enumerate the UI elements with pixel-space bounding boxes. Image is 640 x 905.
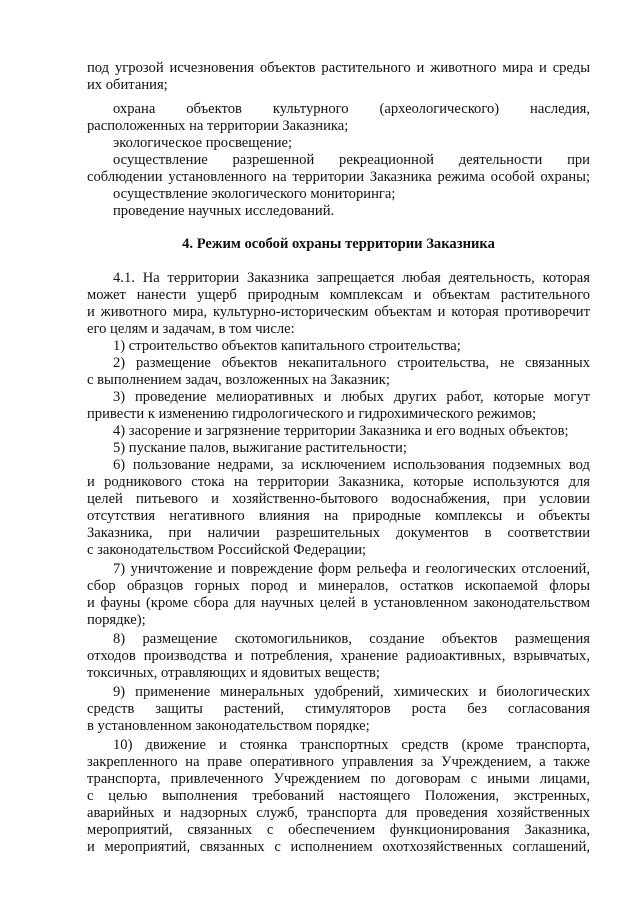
text-line: охрана объектов культурного (археологического) наследия, xyxy=(113,101,590,117)
text-line: под угрозой исчезновения объектов растительного и животного мира и среды xyxy=(87,60,590,76)
text-line: в установленном законодательством порядке; xyxy=(87,718,370,734)
text-line: мероприятий, связанных с обеспечением функционирования Заказника, xyxy=(87,822,590,838)
text-line: и животного мира, культурно-историческим объектам и которая противоречит xyxy=(87,304,590,320)
text-line: осуществление экологического мониторинга; xyxy=(113,186,396,202)
text-line: токсичных, отравляющих и ядовитых веществ; xyxy=(87,665,380,681)
text-line: расположенных на территории Заказника; xyxy=(87,118,349,134)
text-line: и мероприятий, связанных с исполнением охотхозяйственных соглашений, xyxy=(87,839,590,855)
text-line: целей питьевого и хозяйственно-бытового водоснабжения, при условии xyxy=(87,491,590,507)
text-line: отсутствия негативного влияния на природные комплексы и объекты xyxy=(87,508,590,524)
text-line: и родникового стока на территории Заказника, которые используются для xyxy=(87,474,590,490)
text-line: и фауны (кроме сбора для научных целей в установленном законодательством xyxy=(87,595,590,611)
text-line: с целью выполнения требований настоящего Положения, экстренных, xyxy=(87,788,590,804)
text-line: 8) размещение скотомогильников, создание объектов размещения xyxy=(113,631,590,647)
text-line: 7) уничтожение и повреждение форм рельефа и геологических отслоений, xyxy=(113,561,590,577)
text-line: 5) пускание палов, выжигание растительности; xyxy=(113,440,407,456)
text-line: средств защиты растений, стимуляторов роста без согласования xyxy=(87,701,590,717)
text-line: порядке); xyxy=(87,612,146,628)
text-line: с выполнением задач, возложенных на Заказник; xyxy=(87,372,390,388)
section-heading: 4. Режим особой охраны территории Заказника xyxy=(182,236,495,252)
text-line: экологическое просвещение; xyxy=(113,135,293,151)
text-line: соблюдении установленного на территории Заказника режима особой охраны; xyxy=(87,169,590,185)
text-line: 3) проведение мелиоративных и любых других работ, которые могут xyxy=(113,389,590,405)
text-line: его целям и задачам, в том числе: xyxy=(87,321,295,337)
text-line: проведение научных исследований. xyxy=(113,203,335,219)
text-line: 4.1. На территории Заказника запрещается любая деятельность, которая xyxy=(113,270,590,286)
text-line: 2) размещение объектов некапитального строительства, не связанных xyxy=(113,355,590,371)
text-line: отходов производства и потребления, хранение радиоактивных, взрывчатых, xyxy=(87,648,590,664)
text-line: 6) пользование недрами, за исключением использования подземных вод xyxy=(113,457,590,473)
text-line: закрепленного на праве оперативного управления за Учреждением, а также xyxy=(87,754,590,770)
text-line: сбор образцов горных пород и минералов, остатков ископаемой флоры xyxy=(87,578,590,594)
text-line: привести к изменению гидрологического и гидрохимического режимов; xyxy=(87,406,537,422)
text-line: осуществление разрешенной рекреационной деятельности при xyxy=(113,152,590,168)
text-line: 9) применение минеральных удобрений, химических и биологических xyxy=(113,684,590,700)
text-line: 10) движение и стоянка транспортных средств (кроме транспорта, xyxy=(113,737,590,753)
text-line: может нанести ущерб природным комплексам и объектам растительного xyxy=(87,287,590,303)
text-line: аварийных и надзорных служб, транспорта для проведения хозяйственных xyxy=(87,805,590,821)
text-line: транспорта, привлеченного Учреждением по договорам с иными лицами, xyxy=(87,771,590,787)
text-line: их обитания; xyxy=(87,77,168,93)
text-line: 1) строительство объектов капитального строительства; xyxy=(113,338,461,354)
text-line: Заказника, при наличии разрешительных документов в соответствии xyxy=(87,525,590,541)
text-line: 4) засорение и загрязнение территории Заказника и его водных объектов; xyxy=(113,423,569,439)
text-line: с законодательством Российской Федерации; xyxy=(87,542,367,558)
